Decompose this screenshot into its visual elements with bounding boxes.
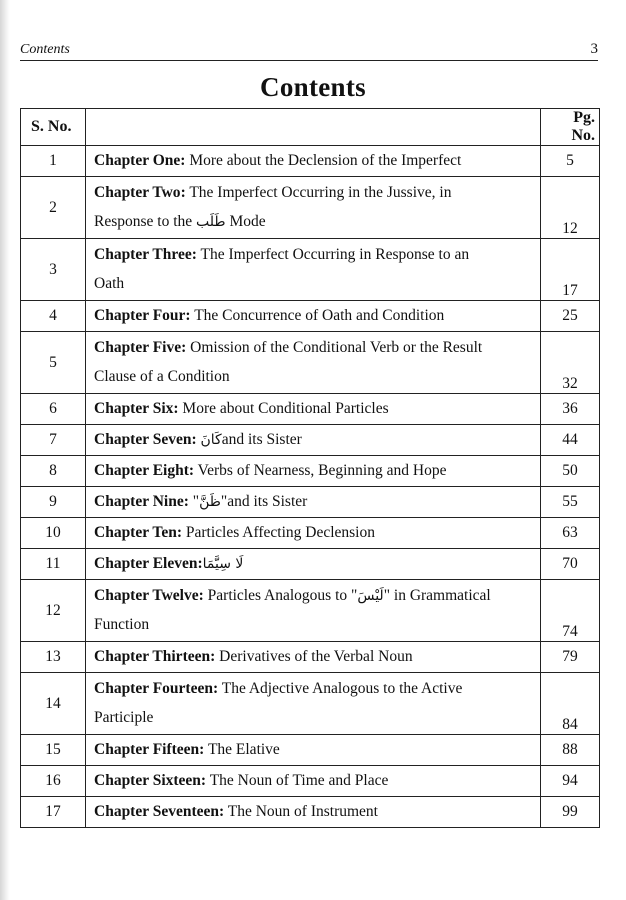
row-number: 5 xyxy=(21,332,86,394)
chapter-entry xyxy=(86,766,541,797)
arabic-term: كَانَ xyxy=(200,432,222,448)
page-ref: 36 xyxy=(541,394,600,425)
table-row xyxy=(21,425,600,456)
table-row xyxy=(21,766,600,797)
chapter-title: More about Conditional Particles xyxy=(178,400,389,417)
column-header-page: Pg. No. xyxy=(541,109,600,146)
page-ref: 70 xyxy=(541,549,600,580)
chapter-title: The Adjective Analogous to the Active xyxy=(218,680,463,697)
row-number: 14 xyxy=(21,673,86,735)
chapter-label: Chapter Seven: xyxy=(94,431,201,448)
row-number: 4 xyxy=(21,301,86,332)
chapter-separator: : xyxy=(180,152,186,169)
row-number: 1 xyxy=(21,146,86,177)
chapter-title: Particles Analogous to " xyxy=(203,587,358,604)
table-row xyxy=(21,456,600,487)
row-number: 7 xyxy=(21,425,86,456)
row-number: 8 xyxy=(21,456,86,487)
chapter-separator: : xyxy=(191,246,197,263)
chapter-title: The Noun of Instrument xyxy=(224,803,378,820)
page-ref: 12 xyxy=(541,177,600,239)
chapter-entry xyxy=(86,549,541,580)
arabic-term: لَيْسَ xyxy=(357,588,384,604)
chapter-title-after: " in Grammatical xyxy=(383,587,491,604)
chapter-title: "and its Sister xyxy=(220,493,308,510)
chapter-title: The Elative xyxy=(204,741,280,758)
table-row xyxy=(21,642,600,673)
open-quote: " xyxy=(188,493,200,510)
chapter-label: Chapter Twelve: xyxy=(94,587,204,604)
chapter-title: The Concurrence of Oath and Condition xyxy=(190,307,445,324)
chapter-title: and its Sister xyxy=(221,431,302,448)
chapter-entry xyxy=(86,332,541,394)
chapter-label: Chapter Eleven: xyxy=(94,555,203,572)
table-row xyxy=(21,301,600,332)
chapter-label: Chapter Ten: xyxy=(94,524,182,541)
chapter-entry xyxy=(86,735,541,766)
chapter-title-continued-end: Mode xyxy=(225,213,266,230)
chapter-label: Chapter Five: xyxy=(94,339,187,356)
row-number: 6 xyxy=(21,394,86,425)
row-number: 9 xyxy=(21,487,86,518)
chapter-entry xyxy=(86,301,541,332)
table-row xyxy=(21,549,600,580)
page-ref: 5 xyxy=(541,146,600,177)
row-number: 3 xyxy=(21,239,86,301)
page-ref: 88 xyxy=(541,735,600,766)
chapter-label: Chapter Eight: xyxy=(94,462,195,479)
chapter-label: Chapter Thirteen: xyxy=(94,648,216,665)
row-number: 2 xyxy=(21,177,86,239)
table-row xyxy=(21,487,600,518)
chapter-title: The Imperfect Occurring in the Jussive, in xyxy=(185,184,452,201)
row-number: 11 xyxy=(21,549,86,580)
page-ref: 17 xyxy=(541,239,600,301)
table-row xyxy=(21,580,600,642)
chapter-title: The Noun of Time and Place xyxy=(206,772,389,789)
page-title: Contents xyxy=(260,72,366,102)
chapter-title-continued: Clause of a Condition xyxy=(94,368,230,385)
chapter-label: Chapter Fifteen: xyxy=(94,741,205,758)
page-ref: 44 xyxy=(541,425,600,456)
chapter-label: Chapter Six: xyxy=(94,400,179,417)
table-row xyxy=(21,735,600,766)
chapter-title-continued: Function xyxy=(94,616,150,633)
page-ref: 94 xyxy=(541,766,600,797)
table-row xyxy=(21,146,600,177)
page-number: 3 xyxy=(590,41,598,57)
chapter-label: Chapter Three xyxy=(94,246,192,263)
table-row xyxy=(21,177,600,239)
chapter-separator: : xyxy=(180,184,186,201)
chapter-entry xyxy=(86,673,541,735)
table-row xyxy=(21,797,600,828)
column-header-title xyxy=(86,109,541,146)
chapter-entry xyxy=(86,487,541,518)
chapter-label: Chapter Fourteen: xyxy=(94,680,219,697)
chapter-label: Chapter Sixteen: xyxy=(94,772,207,789)
row-number: 15 xyxy=(21,735,86,766)
page-ref: 50 xyxy=(541,456,600,487)
running-header xyxy=(20,40,598,61)
chapter-title: The Imperfect Occurring in Response to an xyxy=(196,246,470,263)
chapter-title: Particles Affecting Declension xyxy=(182,524,375,541)
row-number: 12 xyxy=(21,580,86,642)
header-row xyxy=(21,109,600,146)
chapter-title: Verbs of Nearness, Beginning and Hope xyxy=(194,462,447,479)
chapter-entry xyxy=(86,394,541,425)
page-ref: 99 xyxy=(541,797,600,828)
chapter-entry xyxy=(86,239,541,301)
row-number: 10 xyxy=(21,518,86,549)
chapter-entry xyxy=(86,146,541,177)
chapter-entry xyxy=(86,456,541,487)
table-row xyxy=(21,518,600,549)
page-ref: 25 xyxy=(541,301,600,332)
chapter-label: Chapter Seventeen: xyxy=(94,803,225,820)
page-ref: 32 xyxy=(541,332,600,394)
page-ref: 74 xyxy=(541,580,600,642)
running-title: Contents xyxy=(20,42,70,57)
chapter-title: More about the Declension of the Imperfect xyxy=(185,152,462,169)
chapter-entry xyxy=(86,425,541,456)
row-number: 13 xyxy=(21,642,86,673)
page-ref: 63 xyxy=(541,518,600,549)
chapter-label: Chapter Nine: xyxy=(94,493,189,510)
row-number: 17 xyxy=(21,797,86,828)
table-row xyxy=(21,673,600,735)
chapter-title-continued: Oath xyxy=(94,275,125,292)
page-ref: 84 xyxy=(541,673,600,735)
page-ref: 55 xyxy=(541,487,600,518)
chapter-label: Chapter One xyxy=(94,152,181,169)
arabic-term: ظَنَّ xyxy=(199,494,221,510)
contents-table xyxy=(20,108,600,828)
chapter-title: Omission of the Conditional Verb or the Result xyxy=(186,339,483,356)
chapter-title: Derivatives of the Verbal Noun xyxy=(215,648,413,665)
chapter-entry xyxy=(86,518,541,549)
chapter-label: Chapter Two xyxy=(94,184,181,201)
column-header-sno: S. No. xyxy=(21,109,86,146)
chapter-label: Chapter Four: xyxy=(94,307,191,324)
scan-edge-shadow xyxy=(0,0,10,900)
chapter-entry xyxy=(86,642,541,673)
table-row xyxy=(21,394,600,425)
table-row xyxy=(21,332,600,394)
row-number: 16 xyxy=(21,766,86,797)
chapter-title-continued: Participle xyxy=(94,709,154,726)
chapter-entry xyxy=(86,580,541,642)
chapter-entry xyxy=(86,177,541,239)
arabic-term: طَلَب xyxy=(196,214,226,230)
chapter-title-continued: Response to the xyxy=(94,213,197,230)
page-ref: 79 xyxy=(541,642,600,673)
arabic-term: لَا سِيَّمَا xyxy=(202,556,248,572)
table-row xyxy=(21,239,600,301)
chapter-entry xyxy=(86,797,541,828)
